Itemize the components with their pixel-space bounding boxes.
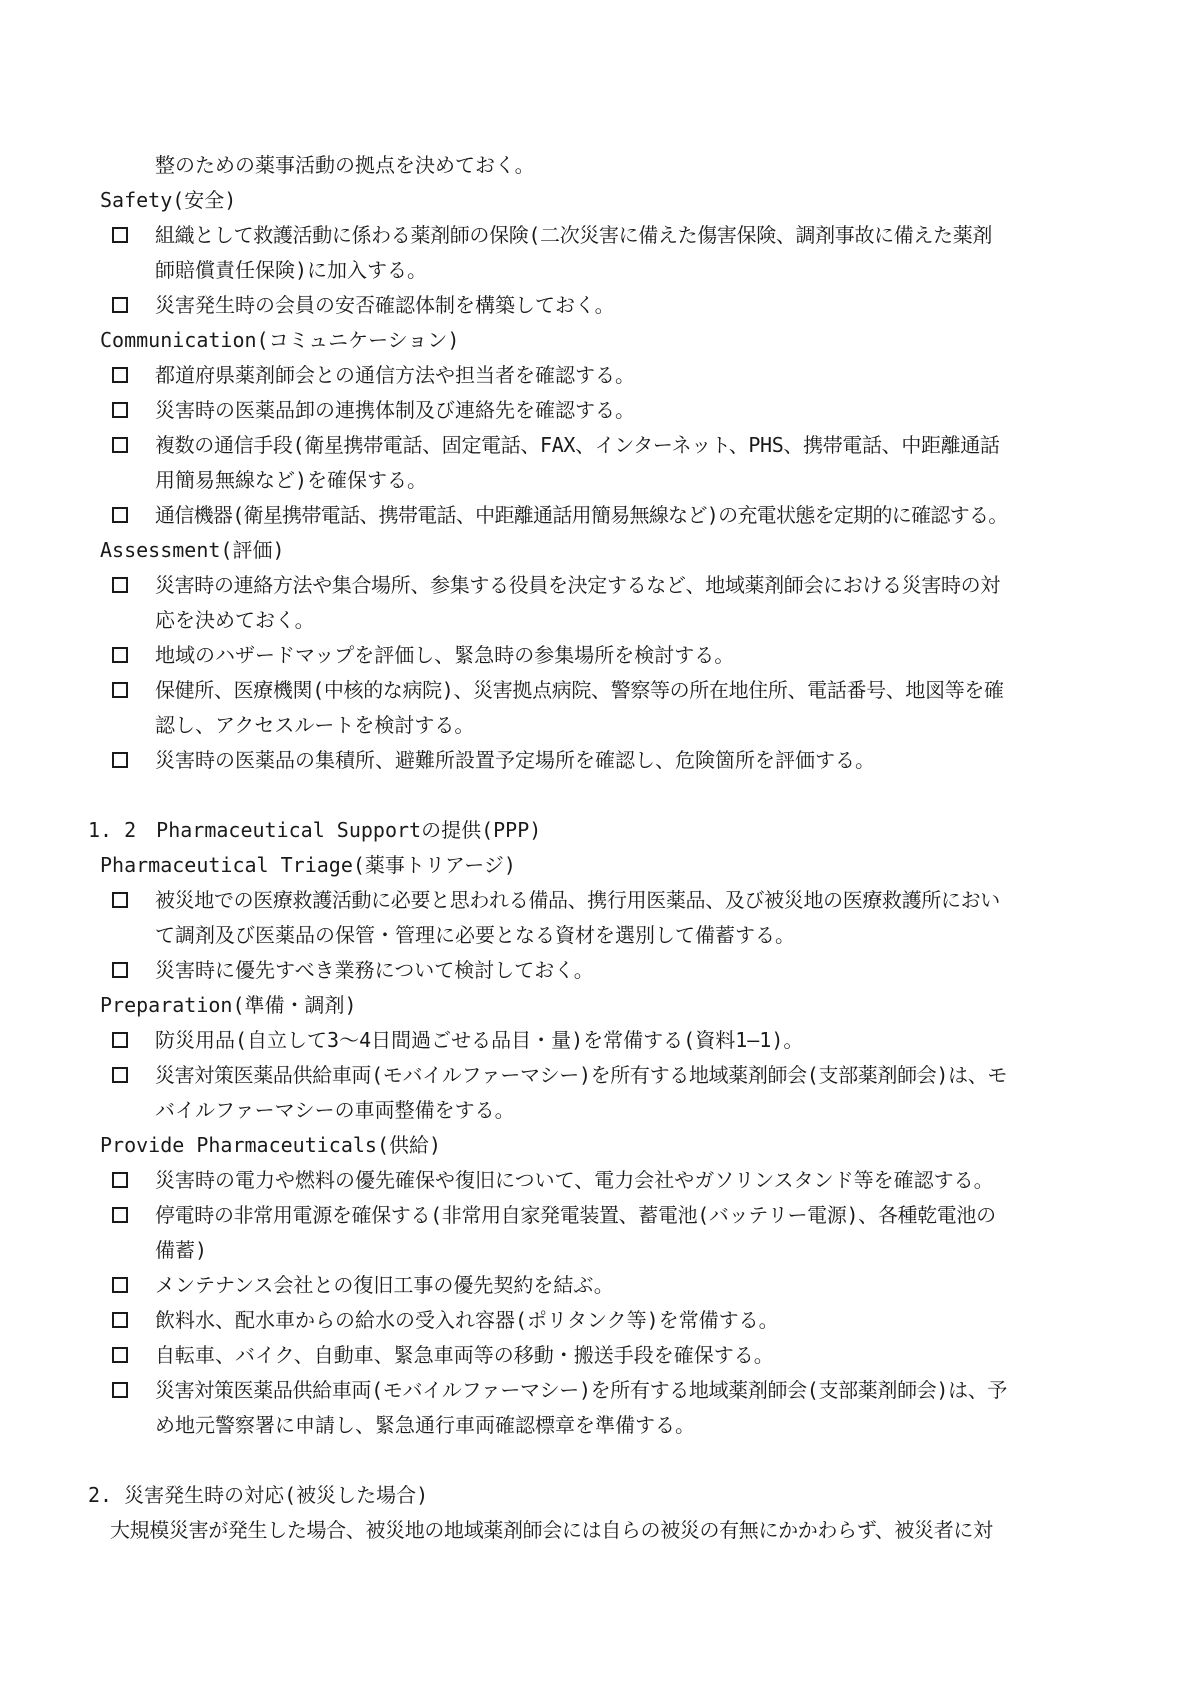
document-page xyxy=(0,148,1181,1548)
checklist-item xyxy=(0,743,1181,778)
item-continuation: 用簡易無線など)を確保する。 xyxy=(155,468,428,492)
item-text: 自転車、バイク、自動車、緊急車両等の移動・搬送手段を確保する。 xyxy=(155,1343,774,1367)
checklist-item xyxy=(0,568,1181,603)
safety-label: Safety(安全) xyxy=(100,188,237,212)
checklist-item xyxy=(0,358,1181,393)
item-text: 地域のハザードマップを評価し、緊急時の参集場所を検討する。 xyxy=(155,643,735,667)
checklist-item xyxy=(0,1373,1181,1408)
intro-continuation: 整のための薬事活動の拠点を決めておく。 xyxy=(155,153,535,177)
checkbox-icon xyxy=(112,962,128,978)
section-heading-2: 2. 災害発生時の対応(被災した場合) xyxy=(88,1483,429,1507)
spacer xyxy=(0,1443,1181,1478)
item-text: 都道府県薬剤師会との通信方法や担当者を確認する。 xyxy=(155,363,635,387)
item-text: 複数の通信手段(衛星携帯電話、固定電話、FAX、インターネット、PHS、携帯電話、中距離通話 xyxy=(155,433,1000,457)
item-text: 被災地での医療救護活動に必要と思われる備品、携行用医薬品、及び被災地の医療救護所におい xyxy=(155,888,1000,912)
checklist-item xyxy=(0,288,1181,323)
item-continuation: 認し、アクセスルートを検討する。 xyxy=(155,713,475,737)
item-text: 災害対策医薬品供給車両(モバイルファーマシー)を所有する地域薬剤師会(支部薬剤師会)は、モ xyxy=(155,1063,1008,1087)
checkbox-icon xyxy=(112,892,128,908)
checkbox-icon xyxy=(112,367,128,383)
checkbox-icon xyxy=(112,1032,128,1048)
checkbox-icon xyxy=(112,577,128,593)
section-heading-1-2: 1. 2 Pharmaceutical Supportの提供(PPP) xyxy=(88,818,542,842)
provide-label: Provide Pharmaceuticals(供給) xyxy=(100,1133,442,1157)
checklist-item xyxy=(0,498,1181,533)
item-text: 災害発生時の会員の安否確認体制を構築しておく。 xyxy=(155,293,615,317)
checklist-item xyxy=(0,1303,1181,1338)
assessment-label: Assessment(評価) xyxy=(100,538,285,562)
checkbox-icon xyxy=(112,1312,128,1328)
item-text: 災害時の医薬品卸の連携体制及び連絡先を確認する。 xyxy=(155,398,635,422)
item-text: 飲料水、配水車からの給水の受入れ容器(ポリタンク等)を常備する。 xyxy=(155,1308,779,1332)
checkbox-icon xyxy=(112,507,128,523)
checkbox-icon xyxy=(112,752,128,768)
checklist-item xyxy=(0,1268,1181,1303)
checklist-item xyxy=(0,1023,1181,1058)
item-continuation: め地元警察署に申請し、緊急通行車両確認標章を準備する。 xyxy=(155,1413,695,1437)
checkbox-icon xyxy=(112,682,128,698)
item-text: 停電時の非常用電源を確保する(非常用自家発電装置、蓄電池(バッテリー電源)、各種乾電池の xyxy=(155,1203,996,1227)
checkbox-icon xyxy=(112,227,128,243)
checklist-item xyxy=(0,1338,1181,1373)
item-continuation: バイルファーマシーの車両整備をする。 xyxy=(155,1098,515,1122)
item-text: メンテナンス会社との復旧工事の優先契約を結ぶ。 xyxy=(155,1273,614,1297)
item-continuation: 備蓄) xyxy=(155,1238,208,1262)
checklist-item xyxy=(0,393,1181,428)
checklist-item xyxy=(0,673,1181,708)
item-text: 災害時の医薬品の集積所、避難所設置予定場所を確認し、危険箇所を評価する。 xyxy=(155,748,875,772)
checklist-item xyxy=(0,638,1181,673)
checkbox-icon xyxy=(112,1277,128,1293)
checklist-item xyxy=(0,1058,1181,1093)
spacer xyxy=(0,778,1181,813)
item-text: 災害対策医薬品供給車両(モバイルファーマシー)を所有する地域薬剤師会(支部薬剤師会)は、予 xyxy=(155,1378,1008,1402)
item-text: 災害時の電力や燃料の優先確保や復旧について、電力会社やガソリンスタンド等を確認する。 xyxy=(155,1168,994,1192)
section-2-paragraph: 大規模災害が発生した場合、被災地の地域薬剤師会には自らの被災の有無にかかわらず、被災者に対 xyxy=(110,1518,993,1542)
communication-label: Communication(コミュニケーション) xyxy=(100,328,460,352)
checkbox-icon xyxy=(112,1347,128,1363)
checklist-item xyxy=(0,883,1181,918)
checkbox-icon xyxy=(112,1067,128,1083)
checklist-item xyxy=(0,428,1181,463)
item-text: 防災用品(自立して3～4日間過ごせる品目・量)を常備する(資料1―1)。 xyxy=(155,1028,804,1052)
checkbox-icon xyxy=(112,402,128,418)
checklist-item xyxy=(0,953,1181,988)
checkbox-icon xyxy=(112,437,128,453)
triage-label: Pharmaceutical Triage(薬事トリアージ) xyxy=(100,853,516,877)
checkbox-icon xyxy=(112,1382,128,1398)
item-text: 災害時の連絡方法や集合場所、参集する役員を決定するなど、地域薬剤師会における災害時の対 xyxy=(155,573,1000,597)
item-continuation: 師賠償責任保険)に加入する。 xyxy=(155,258,428,282)
checkbox-icon xyxy=(112,297,128,313)
item-text: 保健所、医療機関(中核的な病院)、災害拠点病院、警察等の所在地住所、電話番号、地図等を確 xyxy=(155,678,1004,702)
item-text: 災害時に優先すべき業務について検討しておく。 xyxy=(155,958,594,982)
item-continuation: 応を決めておく。 xyxy=(155,608,315,632)
checklist-item xyxy=(0,1163,1181,1198)
item-continuation: て調剤及び医薬品の保管・管理に必要となる資材を選別して備蓄する。 xyxy=(155,923,795,947)
checklist-item xyxy=(0,1198,1181,1233)
checkbox-icon xyxy=(112,1172,128,1188)
item-text: 通信機器(衛星携帯電話、携帯電話、中距離通話用簡易無線など)の充電状態を定期的に確認する。 xyxy=(155,503,1008,527)
checkbox-icon xyxy=(112,1207,128,1223)
item-text: 組織として救護活動に係わる薬剤師の保険(二次災害に備えた傷害保険、調剤事故に備えた薬剤 xyxy=(155,223,992,247)
checklist-item xyxy=(0,218,1181,253)
checkbox-icon xyxy=(112,647,128,663)
preparation-label: Preparation(準備・調剤) xyxy=(100,993,357,1017)
